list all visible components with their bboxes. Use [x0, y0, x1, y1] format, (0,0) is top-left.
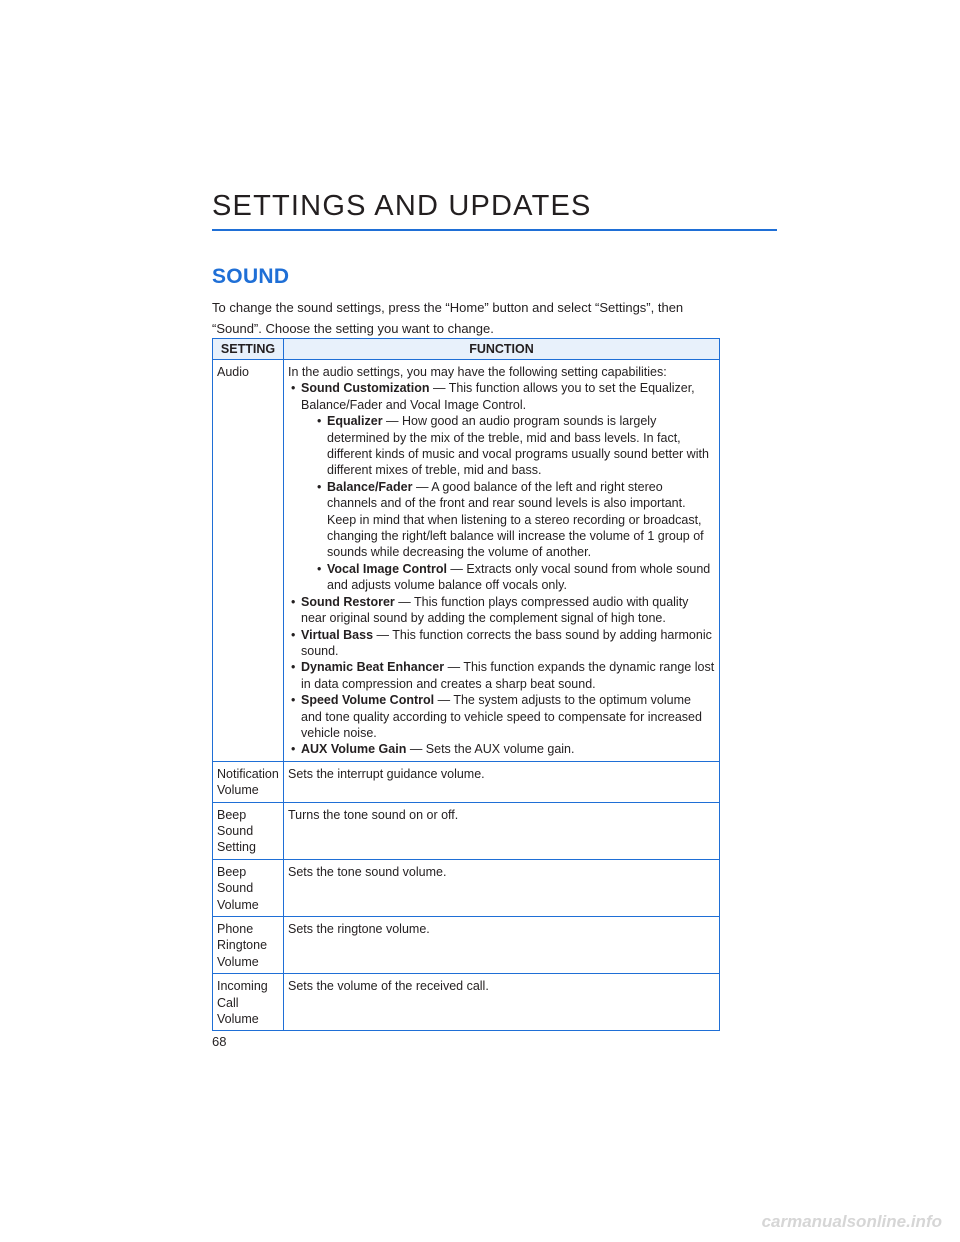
term: Sound Restorer	[301, 594, 395, 609]
table-row	[213, 802, 720, 859]
page-number: 68	[212, 1034, 227, 1049]
term: Virtual Bass	[301, 627, 374, 642]
table-row-audio	[213, 360, 720, 762]
setting-cell: Audio	[213, 360, 284, 762]
term: Equalizer	[327, 414, 383, 429]
section-intro: To change the sound settings, press the “Home” button and select “Settings”, then “Sound”. Choose the setting you want to change.	[212, 300, 684, 336]
term: Sound Customization	[301, 381, 430, 396]
column-header-function: FUNCTION	[284, 339, 720, 360]
list-item-equalizer	[314, 413, 715, 479]
list-item-virtual-bass	[288, 627, 715, 660]
sound-customization-sublist	[314, 413, 715, 593]
setting-cell: Incoming Call Volume	[213, 974, 284, 1031]
chapter-title-rule	[212, 229, 777, 231]
function-cell: Sets the volume of the received call.	[284, 974, 720, 1031]
term: Balance/Fader	[327, 479, 413, 494]
function-cell: Sets the ringtone volume.	[284, 917, 720, 974]
description: — The system adjusts to the optimum volume and tone quality according to vehicle speed to compensate for increased vehicle noise.	[301, 693, 702, 740]
function-cell: Turns the tone sound on or off.	[284, 802, 720, 859]
description: — This function corrects the bass sound by adding harmonic sound.	[301, 627, 712, 658]
audio-intro: In the audio settings, you may have the following setting capabilities:	[288, 365, 667, 379]
description: — A good balance of the left and right stereo channels and of the front and rear sound levels is also important. Keep in mind that when listening to a stereo recording or broadcast, changing the right/left balance will increase the volume of 1 group of sounds while decreasing the volume of another.	[327, 479, 704, 560]
description: — Extracts only vocal sound from whole sound and adjusts volume balance off vocals only.	[327, 561, 711, 593]
audio-capability-list	[288, 380, 715, 757]
list-item-sound-customization	[288, 380, 715, 593]
term: Speed Volume Control	[301, 693, 435, 708]
table-row	[213, 974, 720, 1031]
table-row	[213, 761, 720, 802]
table-header-row	[213, 339, 720, 360]
setting-cell: Beep Sound Setting	[213, 802, 284, 859]
sound-settings-table	[212, 338, 720, 1031]
term: AUX Volume Gain	[301, 742, 407, 757]
function-cell: Sets the tone sound volume.	[284, 859, 720, 916]
list-item-speed-volume-control	[288, 692, 715, 741]
term: Dynamic Beat Enhancer	[301, 660, 445, 675]
description: — This function plays compressed audio with quality near original sound by adding the complement signal of high tone.	[301, 594, 689, 626]
description: — This function expands the dynamic range lost in data compression and creates a sharp beat sound.	[301, 660, 715, 691]
setting-cell: Beep Sound Volume	[213, 859, 284, 916]
table-row	[213, 917, 720, 974]
setting-cell: Notification Volume	[213, 761, 284, 802]
list-item-balance-fader	[314, 479, 715, 561]
description: — How good an audio program sounds is largely determined by the mix of the treble, mid and bass levels. In fact, different kinds of music and vocal programs usually sound better with different mixes of treble, mid and bass.	[327, 414, 709, 478]
list-item-dynamic-beat-enhancer	[288, 659, 715, 692]
list-item-vocal-image-control	[314, 561, 715, 594]
section-heading: SOUND	[212, 265, 290, 288]
list-item-sound-restorer	[288, 594, 715, 627]
term: Vocal Image Control	[327, 561, 447, 576]
list-item-aux-volume-gain	[288, 741, 715, 757]
description: — Sets the AUX volume gain.	[406, 742, 575, 757]
description: — This function allows you to set the Equalizer, Balance/Fader and Vocal Image Control.	[301, 381, 695, 412]
function-cell: Sets the interrupt guidance volume.	[284, 761, 720, 802]
table-row	[213, 859, 720, 916]
watermark[interactable]: carmanualsonline.info	[761, 1212, 942, 1231]
setting-cell: Phone Ringtone Volume	[213, 917, 284, 974]
chapter-title: SETTINGS AND UPDATES	[212, 190, 592, 222]
function-cell	[284, 360, 720, 762]
column-header-setting: SETTING	[213, 339, 284, 360]
